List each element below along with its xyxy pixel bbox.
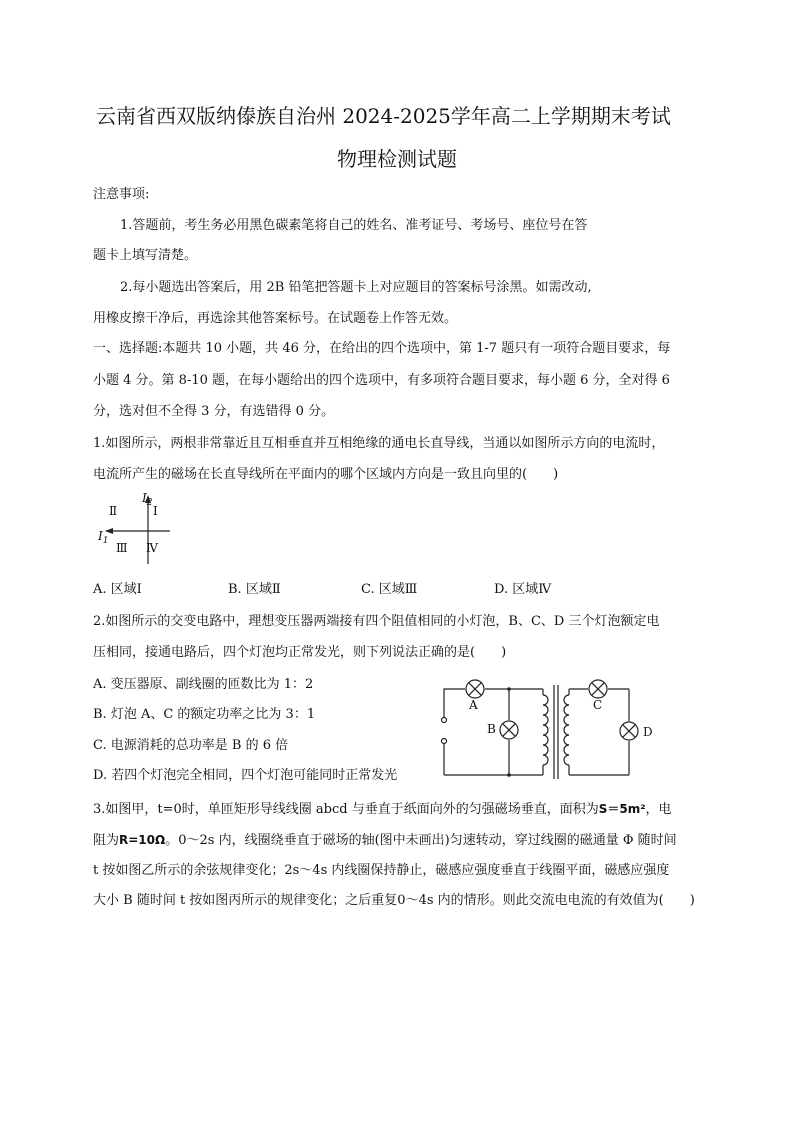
lamp-a-label: A: [469, 698, 478, 712]
lamp-c-icon: [589, 680, 607, 698]
region-1: Ⅰ: [153, 504, 158, 518]
lamp-d-icon: [620, 722, 638, 740]
arrow-left-icon: [105, 528, 113, 534]
q1-option-a: A. 区域Ⅰ: [93, 582, 142, 597]
q3-line1: [93, 801, 672, 818]
secondary-coil: [564, 695, 569, 765]
q3-line2-start: 阻为: [93, 833, 120, 848]
terminal-bottom: [442, 739, 447, 744]
q3-line2-text: 。0～2s 内，线圈绕垂直于磁场的轴(图中未画出)匀速转动，穿过线圈的磁通量 Φ 随时间: [165, 833, 677, 848]
notice-item2-a: 2.每小题选出答案后，用 2B 铅笔把答题卡上对应题目的答案标号涂黑。如需改动,: [120, 280, 592, 295]
terminal-top: [442, 718, 447, 723]
title-line2: 物理检测试题: [337, 147, 457, 171]
lamp-d-label: D: [643, 725, 653, 739]
q1-wire-diagram: [92, 490, 182, 570]
label-i1: $I_1$: [98, 529, 109, 546]
lamp-b-label: B: [487, 722, 496, 736]
primary-coil: [543, 695, 548, 765]
q1-option-d: D. 区域Ⅳ: [494, 582, 552, 597]
section1-line2: 小题 4 分。第 8-10 题，在每小题给出的四个选项中，有多项符合题目要求，每小题 6 分，全对得 6: [93, 373, 670, 388]
notice-item2-b: 用橡皮擦干净后，再选涂其他答案标号。在试题卷上作答无效。: [93, 311, 458, 326]
title-line1: 云南省西双版纳傣族自治州 2024-2025学年高二上学期期末考试: [96, 104, 671, 128]
q2-transformer-circuit: [432, 675, 662, 785]
q3-line2: [93, 832, 677, 849]
notice-item1-a: 1.答题前，考生务必用黑色碳素笔将自己的姓名、准考证号、考场号、座位号在答: [120, 218, 588, 233]
q3-line1-text: 3.如图甲，t=0时，单匝矩形导线线圈 abcd 与垂直于纸面向外的匀强磁场垂直，面积为: [93, 802, 599, 817]
q1-stem-line1: 1.如图所示，两根非常靠近且互相垂直并互相绝缘的通电长直导线，当通以如图所示方向的电流时，: [93, 436, 665, 451]
q3-line3: t 按如图乙所示的余弦规律变化；2s～4s 内线圈保持静止，磁感应强度垂直于线圈平面，磁感应强度: [93, 863, 670, 878]
notice-heading: 注意事项:: [93, 187, 150, 202]
q1-stem-line2: 电流所产生的磁场在长直导线所在平面内的哪个区域内方向是一致且向里的( ): [93, 467, 559, 482]
lamp-c-label: C: [593, 698, 603, 712]
q2-option-a: A. 变压器原、副线圈的匝数比为 1：2: [93, 677, 314, 692]
q1-option-c: C. 区域Ⅲ: [361, 582, 418, 597]
q2-option-c: C. 电源消耗的总功率是 B 的 6 倍: [93, 738, 289, 753]
label-i2: $I_2$: [142, 491, 153, 508]
region-3: Ⅲ: [116, 541, 128, 555]
region-4: Ⅳ: [146, 541, 158, 555]
section1-line1: 一、选择题:本题共 10 小题，共 46 分，在给出的四个选项中，第 1-7 题只有一项符合题目要求，每: [93, 341, 671, 356]
lamp-b-icon: [500, 721, 518, 739]
q3-line4: 大小 B 随时间 t 按如图丙所示的规律变化；之后重复0～4s 内的情形。则此交流电电流的有效值为( ): [93, 893, 695, 908]
section1-line3: 分，选对但不全得 3 分，有选错得 0 分。: [93, 404, 335, 419]
q3-line1-end: ，电: [645, 802, 672, 817]
q2-option-b: B. 灯泡 A、C 的额定功率之比为 3：1: [93, 707, 316, 722]
q3-resistance-formula: R=10Ω: [119, 833, 166, 847]
notice-item1-b: 题卡上填写清楚。: [93, 248, 198, 263]
q3-area-formula: S＝5m²: [598, 802, 646, 816]
region-2: Ⅱ: [109, 504, 118, 518]
q2-option-d: D. 若四个灯泡完全相同，四个灯泡可能同时正常发光: [93, 768, 398, 783]
q2-stem-line1: 2.如图所示的交变电路中，理想变压器两端接有四个阻值相同的小灯泡，B、C、D 三个灯泡额定电: [93, 614, 660, 629]
q1-option-b: B. 区域Ⅱ: [228, 582, 281, 597]
lamp-a-icon: [466, 680, 484, 698]
primary-top-wire: [444, 689, 465, 718]
q2-stem-line2: 压相同，接通电路后，四个灯泡均正常发光，则下列说法正确的是( ): [93, 645, 507, 660]
